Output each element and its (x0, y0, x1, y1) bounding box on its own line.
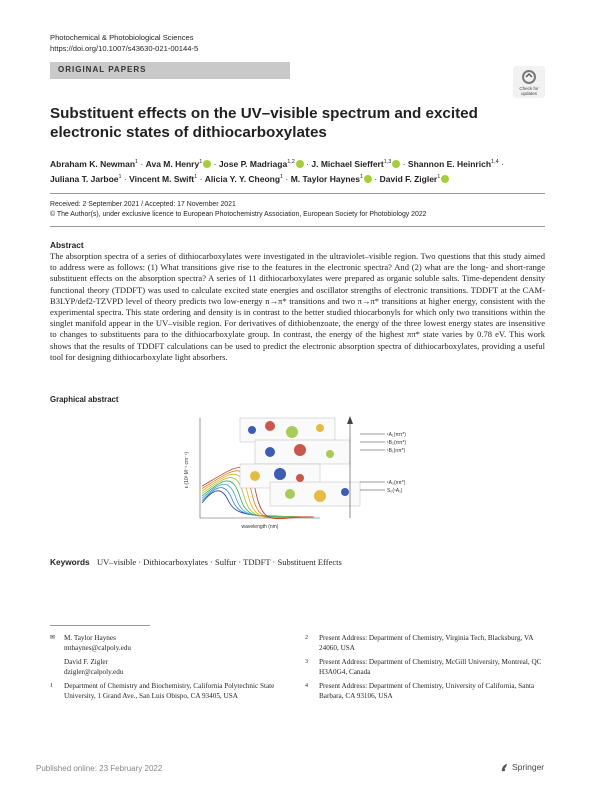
author[interactable] (205, 174, 283, 184)
author-separator: · (498, 158, 504, 169)
orbital-lobe (341, 488, 349, 496)
author[interactable] (50, 174, 122, 184)
author-affiliation: 1,4 (491, 159, 499, 165)
copyright-notice: © The Author(s), under exclusive licence to European Photochemistry Association, European Society for Photobiology 2022 (50, 211, 427, 218)
orbital-lobe (265, 447, 275, 457)
paper-title: Substituent effects on the UV–visible spectrum and excited electronic states of dithiocarboxylates (50, 105, 478, 141)
affiliation-text: Present Address: Department of Chemistry, University of California, Santa Barbara, CA 93106, USA (319, 682, 535, 700)
footnote-affiliation-3 (305, 657, 545, 677)
ga-y-label: ε (10³ M⁻¹ cm⁻¹) (184, 451, 190, 489)
orcid-icon[interactable] (441, 175, 449, 183)
graphical-abstract-heading: Graphical abstract (50, 395, 119, 404)
corresponding-author-email[interactable]: dzigler@calpoly.edu (64, 668, 124, 676)
author-separator: · (283, 173, 291, 184)
orcid-icon[interactable] (296, 160, 304, 168)
article-dates (50, 200, 427, 220)
author-affiliation: 1 (437, 173, 441, 180)
author-affiliation: 1 (199, 159, 203, 165)
author-separator: · (303, 158, 312, 169)
envelope-icon: ✉ (50, 635, 56, 641)
energy-level-label: ¹A₂(nπ*) (387, 480, 406, 486)
journal-header (50, 32, 198, 54)
energy-level-label: ¹A₁(ππ*) (387, 432, 406, 438)
check-for-updates-icon (513, 66, 545, 98)
keywords-label: Keywords (50, 557, 90, 567)
orbital-lobe (248, 426, 256, 434)
author-name: Jose P. Madriaga (218, 158, 288, 169)
author-name: David F. Zigler (379, 173, 438, 184)
keywords-list: UV–visible · Dithiocarboxylates · Sulfur · TDDFT · Substituent Effects (96, 557, 342, 567)
author[interactable] (50, 159, 138, 169)
author-name: Abraham K. Newman (50, 158, 136, 169)
author-separator: · (138, 158, 146, 169)
journal-doi-link[interactable]: https://doi.org/10.1007/s43630-021-00144-5 (50, 44, 199, 53)
author-affiliation: 1,2 (287, 159, 295, 165)
author[interactable] (408, 159, 499, 169)
author[interactable] (219, 159, 304, 169)
footnotes-left (50, 633, 280, 705)
author-affiliation: 1 (359, 173, 364, 180)
footnote-affiliation-1 (50, 681, 280, 701)
footnote-corresponding-1 (50, 633, 280, 653)
author-separator: · (400, 158, 408, 169)
divider (50, 226, 545, 227)
abstract-heading: Abstract (50, 240, 84, 250)
orbital-lobe (314, 490, 326, 502)
author[interactable] (129, 174, 197, 184)
orbital-lobe (274, 468, 286, 480)
corresponding-author-name: David F. Zigler (64, 658, 108, 666)
corresponding-author-email[interactable]: mthaynes@calpoly.edu (64, 644, 132, 652)
footnote-mark: 2 (305, 635, 308, 641)
author-name: Ava M. Henry (145, 158, 200, 169)
author-name: Alicia Y. Y. Cheong (204, 173, 281, 184)
author-name: M. Taylor Haynes (290, 173, 360, 184)
author[interactable] (146, 159, 212, 169)
affiliation-text: Present Address: Department of Chemistry, McGill University, Montreal, QC H3A0G4, Canada (319, 658, 542, 676)
orbital-lobe (250, 471, 260, 481)
footnote-affiliation-2 (305, 633, 545, 653)
author[interactable] (291, 174, 372, 184)
author-affiliation: 1 (280, 173, 284, 180)
graphical-abstract-image (180, 410, 420, 545)
author-name: Shannon E. Heinrich (407, 158, 492, 169)
corresponding-author-name: M. Taylor Haynes (64, 634, 116, 642)
orbital-lobe (296, 474, 304, 482)
orbital-lobe (326, 450, 334, 458)
received-accepted: Received: 2 September 2021 / Accepted: 17 November 2021 (50, 201, 236, 208)
author-name: J. Michael Sieffert (311, 158, 384, 169)
published-online: Published online: 23 February 2022 (36, 764, 163, 773)
energy-level-label: ¹B₂(ππ*) (387, 440, 407, 446)
orbital-lobe (316, 424, 324, 432)
keywords-line (50, 557, 342, 567)
author-line-2 (50, 171, 540, 186)
author-separator: · (372, 173, 380, 184)
footnote-divider (50, 625, 150, 626)
badge-line2: updates (520, 91, 538, 96)
footnote-affiliation-4 (305, 681, 545, 701)
author-list (50, 156, 540, 186)
affiliation-text: Present Address: Department of Chemistry, Virginia Tech, Blacksburg, VA 24060, USA (319, 634, 533, 652)
graphical-abstract-figure (180, 410, 420, 545)
author-separator: · (197, 173, 205, 184)
author-name: Juliana T. Jarboe (50, 173, 119, 184)
footnote-mark: 3 (305, 659, 308, 665)
orcid-icon[interactable] (364, 175, 372, 183)
footnote-corresponding-2 (50, 657, 280, 677)
footnote-mark: 4 (305, 683, 308, 689)
author-separator: · (211, 158, 219, 169)
author-affiliation: 1 (194, 173, 198, 180)
author[interactable] (311, 159, 400, 169)
author-affiliation: 1,3 (383, 159, 392, 165)
divider (50, 193, 545, 194)
abstract-text: The absorption spectra of a series of dithiocarboxylates were investigated in the ultraviolet–visible region. Two questions that this study aimed to address were as follows: (1) What transitions give rise to the features in the electronic spectra? And (2) what are the long- and short-range substituent effects on the absorption spectra? A series of 11 dithiocarboxylates were prepared as organic soluble salts. Time-dependent density functional theory (TDDFT) was used to calculate excited state energies and oscillator strengths of electronic transitions. TDDFT at the CAM-B3LYP/def2-TZVPD level of theory predicts two low-energy n→π* transitions and two π→π* transitions at higher energy, consistent with the experimental spectra. This state ordering and density is in contrast to the better studied thiocarbonyls for which only two transitions within the singlet manifold appear in the UV–visible region. For derivatives of dithiobenzoate, the energy of the three lowest energy states are insensitive to changes to substituents para to the dithiocarboxylate group. In contrast, the energy of the highest ππ* state varies by 0.78 eV. This work shows that the results of TDDFT calculations can be used to predict the electronic absorption spectra of dithiocarboxylates, providing a useful tool for designing dithiocarboxylate light absorbers. (50, 251, 545, 362)
springer-horse-icon (500, 763, 509, 772)
check-for-updates-badge[interactable] (513, 66, 545, 98)
ga-x-label: wavelength (nm) (241, 524, 279, 530)
footnotes-right (305, 633, 545, 705)
section-label: ORIGINAL PAPERS (50, 62, 290, 79)
author-name: Vincent M. Swift (129, 173, 195, 184)
energy-level-label: S₀(¹A₁) (387, 488, 403, 494)
publisher-name: Springer (512, 762, 545, 772)
badge-line1: Check for (519, 86, 539, 91)
author[interactable] (380, 174, 450, 184)
orbital-lobe (265, 421, 275, 431)
footnote-mark: 1 (50, 683, 53, 689)
orbital-lobe (294, 444, 306, 456)
affiliation-text: Department of Chemistry and Biochemistry, California Polytechnic State University, 1 Grand Ave., San Luis Obispo, CA 93405, USA (64, 682, 275, 700)
energy-level-label: ¹B₁(nπ*) (387, 448, 406, 454)
author-separator: · (121, 173, 130, 184)
orbital-lobe (285, 489, 295, 499)
author-affiliation: 1 (135, 159, 139, 165)
orbital-lobe (286, 426, 298, 438)
author-line-1 (50, 156, 540, 171)
journal-name: Photochemical & Photobiological Sciences (50, 33, 194, 42)
publisher-logo[interactable] (500, 762, 544, 772)
author-affiliation: 1 (118, 173, 122, 180)
